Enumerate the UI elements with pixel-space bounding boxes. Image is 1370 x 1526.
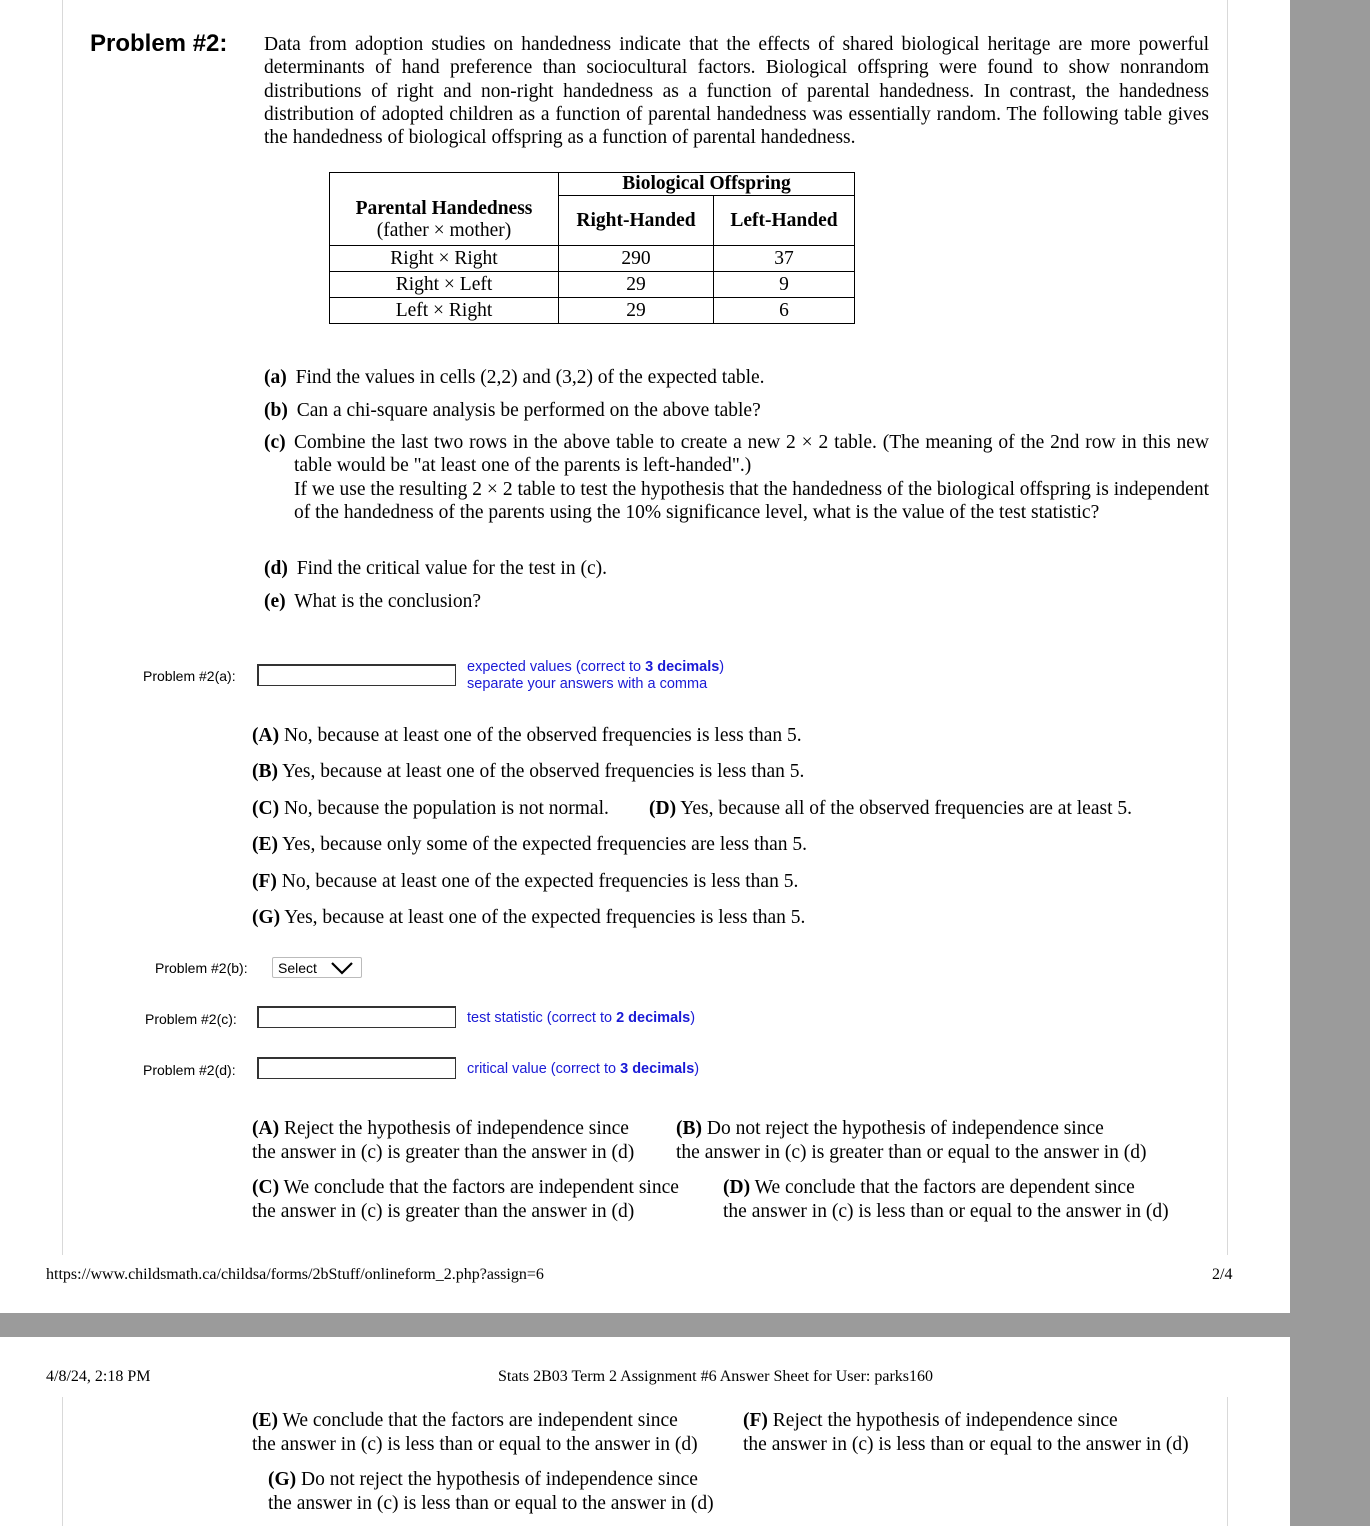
option-text: the answer in (c) is less than or equal to the answer in (d) <box>268 1492 714 1514</box>
option-key: (E) <box>252 834 278 855</box>
problem-intro: Data from adoption studies on handedness indicate that the effects of shared biological heritage are more powerful determinants of hand preference than sociocultural factors. Biological offspring were found to show nonrandom distributions of right and non-right handedness as a function of parental handedness. In contrast, the handedness distribution of adopted children as a function of parental handedness was essentially random. The following table gives the handedness of biological offspring as a function of parental handedness. <box>264 34 1209 149</box>
option-text: Yes, because only some of the expected frequencies are less than 5. <box>278 834 808 855</box>
cell-left: 6 <box>714 298 855 324</box>
question-label: (e) <box>264 591 286 612</box>
cell-right: 29 <box>559 298 714 324</box>
hint-text: expected values (correct to <box>467 659 646 675</box>
option-text: We conclude that the factors are independent since <box>278 1410 678 1431</box>
option-text: No, because at least one of the expected frequencies is less than 5. <box>276 871 799 892</box>
answer-c-label: Problem #2(c): <box>145 1011 237 1027</box>
e-option-d <box>723 1176 1169 1223</box>
row-label: Left × Right <box>330 298 559 324</box>
table-row <box>330 272 855 298</box>
option-text: We conclude that the factors are independent since <box>279 1177 679 1198</box>
handedness-table <box>329 172 855 324</box>
question-text: If we use the resulting 2 × 2 table to test the hypothesis that the handedness of the biological offspring is independent of the handedness of the parents using the 10% significance level, what is the value of the test statistic? <box>294 478 1209 523</box>
row-label: Right × Left <box>330 272 559 298</box>
hint-bold: 3 decimals <box>645 659 720 675</box>
option-text: Reject the hypothesis of independence since <box>767 1410 1118 1431</box>
question-label: (b) <box>264 400 288 421</box>
page-margin-line <box>62 0 63 1255</box>
option-text: the answer in (c) is greater than or equal to the answer in (d) <box>676 1141 1147 1163</box>
b-option-d <box>649 797 1132 821</box>
answer-d-hint <box>467 1061 699 1078</box>
option-key: (A) <box>252 1118 280 1139</box>
col-header-right-handed: Right-Handed <box>559 196 714 246</box>
option-key: (D) <box>723 1177 751 1198</box>
b-option-a <box>252 724 802 748</box>
question-label: (d) <box>264 558 288 579</box>
question-text: Find the values in cells (2,2) and (3,2) of the expected table. <box>295 367 765 388</box>
option-key: (G) <box>268 1469 297 1490</box>
option-key: (F) <box>743 1410 768 1431</box>
question-text: Find the critical value for the test in (c). <box>296 558 607 579</box>
page-margin-line <box>62 1397 63 1526</box>
option-key: (G) <box>252 907 281 928</box>
question-a <box>264 366 765 389</box>
option-key: (B) <box>252 761 278 782</box>
question-label: (c) <box>264 432 286 453</box>
answer-d-label: Problem #2(d): <box>143 1062 236 1078</box>
option-text: the answer in (c) is greater than the answer in (d) <box>252 1200 635 1222</box>
option-text: No, because at least one of the observed frequencies is less than 5. <box>279 725 802 746</box>
question-text: Can a chi-square analysis be performed on the above table? <box>296 400 761 421</box>
option-text: Yes, because all of the observed frequencies are at least 5. <box>676 798 1132 819</box>
question-d <box>264 557 607 580</box>
option-text: the answer in (c) is less than or equal to the answer in (d) <box>252 1433 698 1455</box>
question-b <box>264 399 761 422</box>
b-option-b <box>252 760 804 784</box>
answer-b-label: Problem #2(b): <box>155 960 248 976</box>
option-text: Reject the hypothesis of independence since <box>279 1118 629 1139</box>
e-option-g <box>268 1468 714 1515</box>
option-key: (E) <box>252 1410 278 1431</box>
answer-a-hint <box>467 659 724 693</box>
option-key: (C) <box>252 1177 280 1198</box>
option-text: Yes, because at least one of the observed frequencies is less than 5. <box>278 761 805 782</box>
col-header-left-handed: Left-Handed <box>714 196 855 246</box>
footer-url: https://www.childsmath.ca/childsa/forms/2bStuff/onlineform_2.php?assign=6 <box>46 1266 544 1283</box>
option-text: We conclude that the factors are dependent since <box>750 1177 1135 1198</box>
option-key: (F) <box>252 871 277 892</box>
option-text: No, because the population is not normal. <box>279 798 609 819</box>
option-key: (A) <box>252 725 280 746</box>
hint-text: ) <box>694 1061 700 1077</box>
header-title: Stats 2B03 Term 2 Assignment #6 Answer Sheet for User: parks160 <box>498 1368 933 1385</box>
question-text: Combine the last two rows in the above table to create a new 2 × 2 table. (The meaning of the 2nd row in this new table would be "at least one of the parents is left-handed".) <box>294 432 1209 477</box>
answer-c-hint <box>467 1010 695 1027</box>
row-header-title: Parental Handedness <box>355 198 533 220</box>
header-datetime: 4/8/24, 2:18 PM <box>46 1368 151 1385</box>
hint-text: ) <box>690 1010 696 1026</box>
option-text: the answer in (c) is greater than the answer in (d) <box>252 1141 635 1163</box>
table-row-header <box>330 196 559 246</box>
b-option-c <box>252 797 609 821</box>
b-option-f <box>252 870 798 894</box>
option-text: Yes, because at least one of the expected frequencies is less than 5. <box>280 907 806 928</box>
hint-text: ) <box>719 659 725 675</box>
question-c <box>264 431 1209 524</box>
question-text: What is the conclusion? <box>294 591 482 612</box>
question-label: (a) <box>264 367 287 388</box>
table-corner <box>330 173 559 196</box>
page-margin-line <box>1227 1397 1228 1526</box>
option-text: Do not reject the hypothesis of independence since <box>296 1469 698 1490</box>
e-option-b <box>676 1117 1147 1164</box>
cell-left: 37 <box>714 246 855 272</box>
option-key: (C) <box>252 798 280 819</box>
cell-left: 9 <box>714 272 855 298</box>
cell-right: 290 <box>559 246 714 272</box>
answer-d-input[interactable] <box>257 1057 456 1079</box>
row-header-subtitle: (father × mother) <box>376 220 512 242</box>
table-row <box>330 298 855 324</box>
b-option-g <box>252 906 805 930</box>
row-label: Right × Right <box>330 246 559 272</box>
option-text: Do not reject the hypothesis of independence since <box>702 1118 1104 1139</box>
answer-b-select[interactable] <box>272 957 362 978</box>
hint-text: critical value (correct to <box>467 1061 621 1077</box>
cell-right: 29 <box>559 272 714 298</box>
question-e <box>264 590 481 613</box>
hint-bold: 3 decimals <box>620 1061 695 1077</box>
b-option-e <box>252 833 807 857</box>
option-text: the answer in (c) is less than or equal to the answer in (d) <box>743 1433 1189 1455</box>
e-option-c <box>252 1176 679 1223</box>
table-row <box>330 246 855 272</box>
option-text: the answer in (c) is less than or equal to the answer in (d) <box>723 1200 1169 1222</box>
hint-text: test statistic (correct to <box>467 1010 617 1026</box>
answer-c-input[interactable] <box>257 1006 456 1028</box>
table-group-header: Biological Offspring <box>559 173 855 196</box>
e-option-a <box>252 1117 634 1164</box>
hint-bold: 2 decimals <box>616 1010 691 1026</box>
page-margin-line <box>1227 0 1228 1255</box>
option-key: (D) <box>649 798 677 819</box>
option-key: (B) <box>676 1118 702 1139</box>
chevron-down-icon <box>331 962 353 975</box>
pdf-page-3 <box>0 1337 1290 1526</box>
answer-a-input[interactable] <box>257 664 456 686</box>
e-option-e <box>252 1409 698 1456</box>
hint-text: separate your answers with a comma <box>467 676 708 692</box>
footer-page-number: 2/4 <box>1212 1266 1233 1283</box>
e-option-f <box>743 1409 1189 1456</box>
answer-a-label: Problem #2(a): <box>143 668 236 684</box>
select-value: Select <box>278 960 317 976</box>
problem-heading: Problem #2: <box>90 30 228 57</box>
